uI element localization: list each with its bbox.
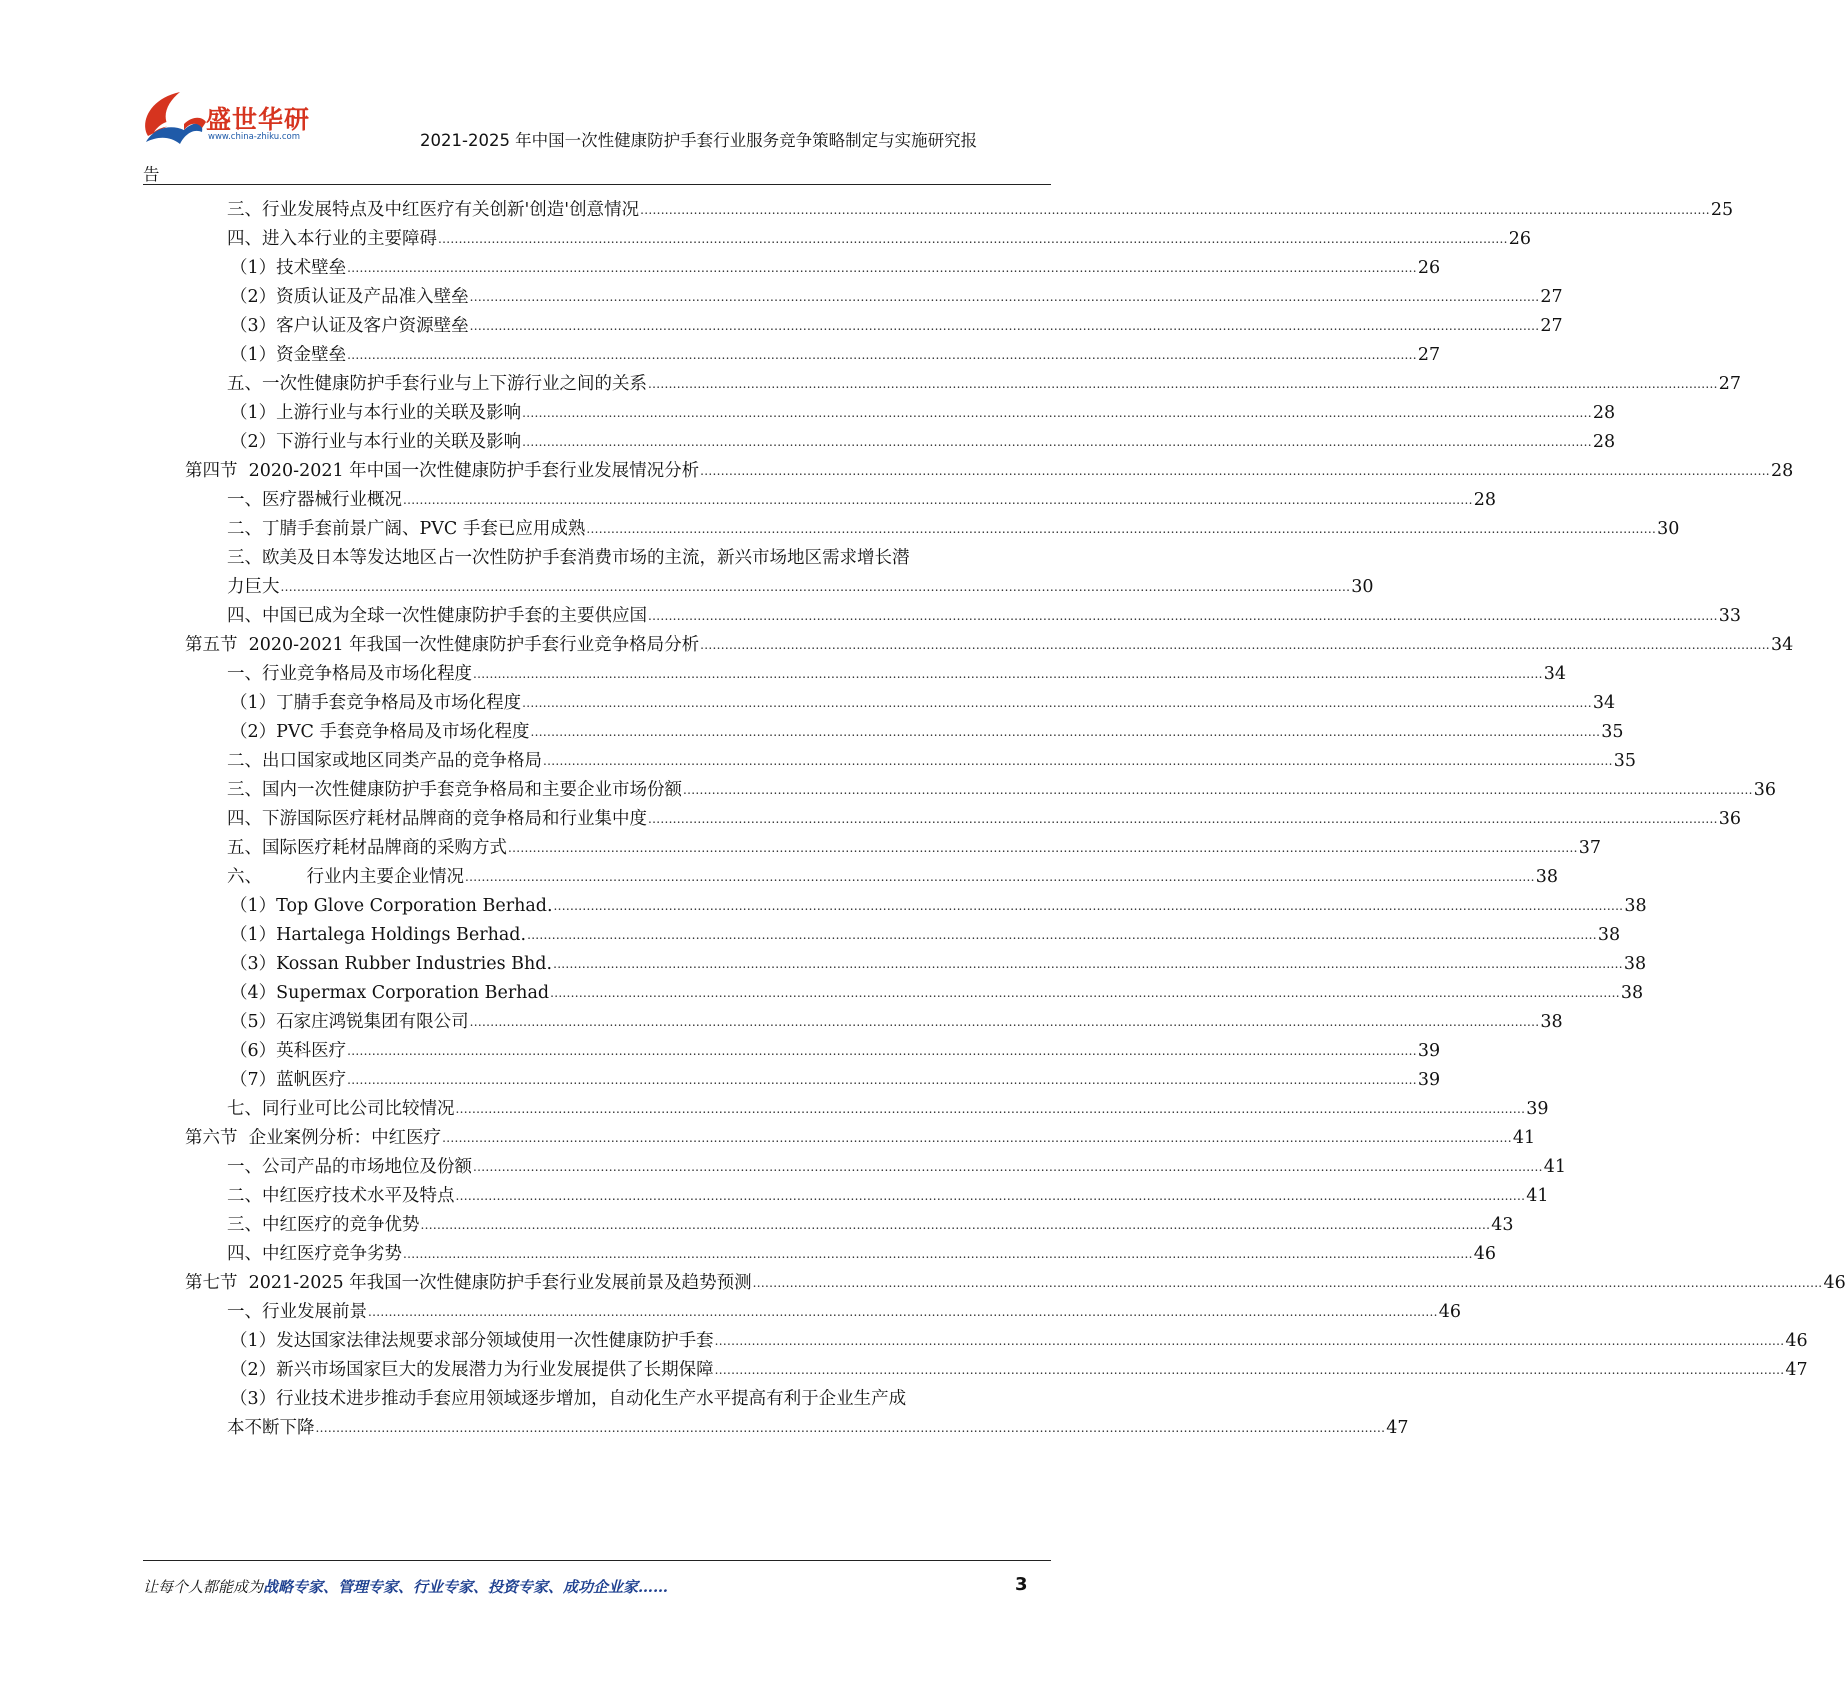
toc-entry-page: 27 xyxy=(1718,374,1742,394)
toc-leader-dots: .................................................................................................................................................................................................................................................................... xyxy=(527,928,1597,942)
toc-entry-title: （2）资质认证及产品准入壁垒 xyxy=(230,287,469,307)
toc-leader-dots: .................................................................................................................................................................................................................................................................... xyxy=(543,754,1613,768)
toc-leader-dots: .................................................................................................................................................................................................................................................................... xyxy=(648,812,1718,826)
footer-slogan-prefix: 让每个人都能成为 xyxy=(143,1578,264,1596)
footer-slogan xyxy=(143,1576,668,1597)
toc-leader-dots: .................................................................................................................................................................................................................................................................... xyxy=(522,435,1592,449)
toc-entry[interactable] xyxy=(227,509,1680,540)
toc-entry[interactable] xyxy=(230,277,1563,308)
toc-entry-page: 43 xyxy=(1491,1215,1514,1235)
toc-leader-dots: .................................................................................................................................................................................................................................................................... xyxy=(586,522,1657,536)
toc-leader-dots: .................................................................................................................................................................................................................................................................... xyxy=(420,1218,1491,1232)
toc-entry-title: （3）客户认证及客户资源壁垒 xyxy=(230,316,469,336)
toc-leader-dots: .................................................................................................................................................................................................................................................................... xyxy=(347,1044,1417,1058)
toc-entry-page: 30 xyxy=(1657,519,1680,539)
toc-entry-page: 41 xyxy=(1512,1128,1536,1148)
toc-entry-title: 第四节 2020-2021 年中国一次性健康防护手套行业发展情况分析 xyxy=(185,461,700,481)
toc-entry-page: 46 xyxy=(1473,1244,1497,1264)
toc-leader-dots: .................................................................................................................................................................................................................................................................... xyxy=(714,1363,1785,1377)
toc-entry[interactable] xyxy=(230,973,1644,1004)
toc-entry-page: 38 xyxy=(1535,867,1559,887)
report-title-continued: 告 xyxy=(143,165,160,184)
toc-entry-title: （3）Kossan Rubber Industries Bhd. xyxy=(230,954,553,974)
toc-entry-page: 35 xyxy=(1601,722,1624,742)
footer-slogan-highlight: 战略专家、管理专家、行业专家、投资专家、成功企业家…… xyxy=(263,1578,669,1596)
toc-entry-page: 47 xyxy=(1386,1418,1409,1438)
toc-entry-page: 34 xyxy=(1543,664,1567,684)
toc-entry-page: 27 xyxy=(1540,287,1563,307)
toc-entry-title: 五、一次性健康防护手套行业与上下游行业之间的关系 xyxy=(227,374,647,394)
toc-entry[interactable] xyxy=(230,944,1647,975)
toc-entry[interactable] xyxy=(230,683,1616,714)
toc-entry-page: 28 xyxy=(1473,490,1497,510)
toc-entry-title: 第六节 企业案例分析：中红医疗 xyxy=(185,1128,442,1148)
toc-entry-title: 五、国际医疗耗材品牌商的采购方式 xyxy=(227,838,507,858)
toc-entry-title: 七、同行业可比公司比较情况 xyxy=(227,1099,455,1119)
toc-entry[interactable] xyxy=(230,1350,1808,1381)
toc-entry-page: 39 xyxy=(1417,1041,1441,1061)
toc-entry[interactable] xyxy=(230,393,1616,424)
toc-entry[interactable] xyxy=(230,1379,1050,1410)
toc-entry-title: 第七节 2021-2025 年我国一次性健康防护手套行业发展前景及趋势预测 xyxy=(185,1273,752,1293)
toc-leader-dots: .................................................................................................................................................................................................................................................................... xyxy=(438,232,1508,246)
toc-entry[interactable] xyxy=(230,886,1647,917)
toc-entry-page: 46 xyxy=(1823,1273,1846,1293)
toc-entry-page: 41 xyxy=(1526,1186,1549,1206)
toc-entry[interactable] xyxy=(227,828,1602,859)
toc-entry[interactable] xyxy=(227,770,1777,801)
toc-entry[interactable] xyxy=(227,364,1742,395)
toc-entry-page: 36 xyxy=(1753,780,1777,800)
toc-entry-title: （1）发达国家法律法规要求部分领域使用一次性健康防护手套 xyxy=(230,1331,714,1351)
toc-leader-dots: .................................................................................................................................................................................................................................................................... xyxy=(752,1276,1823,1290)
toc-entry-title: 二、出口国家或地区同类产品的竞争格局 xyxy=(227,751,542,771)
toc-entry-title: （1）技术壁垒 xyxy=(230,258,347,278)
toc-leader-dots: .................................................................................................................................................................................................................................................................... xyxy=(469,1015,1540,1029)
toc-leader-dots: .................................................................................................................................................................................................................................................................... xyxy=(469,290,1540,304)
toc-leader-dots: .................................................................................................................................................................................................................................................................... xyxy=(347,348,1417,362)
toc-entry-title: （7）蓝帆医疗 xyxy=(230,1070,347,1090)
toc-entry-page: 37 xyxy=(1578,838,1602,858)
toc-entry[interactable] xyxy=(230,1321,1808,1352)
toc-entry-page: 30 xyxy=(1351,577,1374,597)
toc-leader-dots: .................................................................................................................................................................................................................................................................... xyxy=(530,725,1601,739)
toc-entry-title: （1）Hartalega Holdings Berhad. xyxy=(230,925,527,945)
page-number: 3 xyxy=(1015,1574,1028,1595)
toc-entry-page: 38 xyxy=(1620,983,1644,1003)
toc-entry[interactable] xyxy=(227,538,1050,569)
toc-entry[interactable] xyxy=(230,422,1616,453)
toc-leader-dots: .................................................................................................................................................................................................................................................................... xyxy=(683,783,1753,797)
toc-entry-page: 41 xyxy=(1543,1157,1567,1177)
toc-entry-page: 26 xyxy=(1508,229,1532,249)
toc-entry-title: 三、欧美及日本等发达地区占一次性防护手套消费市场的主流，新兴市场地区需求增长潜 xyxy=(227,548,910,568)
toc-entry-title: 四、中国已成为全球一次性健康防护手套的主要供应国 xyxy=(227,606,647,626)
toc-entry-page: 26 xyxy=(1417,258,1441,278)
toc-entry-page: 38 xyxy=(1624,896,1647,916)
toc-entry[interactable] xyxy=(230,915,1621,946)
toc-entry[interactable] xyxy=(230,306,1563,337)
toc-leader-dots: .................................................................................................................................................................................................................................................................... xyxy=(315,1421,1386,1435)
toc-entry-page: 36 xyxy=(1718,809,1742,829)
toc-entry-title: （6）英科医疗 xyxy=(230,1041,347,1061)
toc-entry[interactable] xyxy=(227,1292,1462,1323)
toc-entry-page: 38 xyxy=(1623,954,1647,974)
toc-leader-dots: .................................................................................................................................................................................................................................................................... xyxy=(469,319,1540,333)
toc-entry[interactable] xyxy=(227,1176,1549,1207)
logo-name: 盛世华研 xyxy=(206,105,311,134)
toc-entry[interactable] xyxy=(230,712,1624,743)
toc-entry-page: 34 xyxy=(1592,693,1616,713)
logo-url: www.china-zhiku.com xyxy=(208,132,300,142)
toc-entry[interactable] xyxy=(230,1002,1563,1033)
toc-entry-page: 39 xyxy=(1417,1070,1441,1090)
toc-entry-title: 一、医疗器械行业概况 xyxy=(227,490,402,510)
toc-entry-title: 三、国内一次性健康防护手套竞争格局和主要企业市场份额 xyxy=(227,780,682,800)
toc-entry[interactable] xyxy=(185,451,1794,482)
toc-leader-dots: .................................................................................................................................................................................................................................................................... xyxy=(403,493,1473,507)
toc-leader-dots: .................................................................................................................................................................................................................................................................... xyxy=(280,580,1351,594)
footer-divider xyxy=(143,1560,1051,1561)
toc-entry-title: 力巨大 xyxy=(227,577,280,597)
toc-leader-dots: .................................................................................................................................................................................................................................................................... xyxy=(473,1160,1543,1174)
toc-entry[interactable] xyxy=(227,799,1742,830)
toc-entry-title: （2）PVC 手套竞争格局及市场化程度 xyxy=(230,722,530,742)
toc-leader-dots: .................................................................................................................................................................................................................................................................... xyxy=(700,464,1770,478)
header-divider xyxy=(143,184,1051,185)
toc-entry[interactable] xyxy=(230,1031,1441,1062)
toc-entry-page: 46 xyxy=(1785,1331,1808,1351)
report-title: 2021-2025 年中国一次性健康防护手套行业服务竞争策略制定与实施研究报 xyxy=(420,131,978,150)
toc-entry-title: 本不断下降 xyxy=(227,1418,315,1438)
toc-entry-page: 25 xyxy=(1710,200,1734,220)
toc-entry[interactable] xyxy=(185,1263,1846,1294)
toc-entry[interactable] xyxy=(227,1089,1549,1120)
toc-entry-title: （4）Supermax Corporation Berhad xyxy=(230,983,550,1003)
toc-entry-page: 38 xyxy=(1597,925,1621,945)
toc-entry-title: （2）新兴市场国家巨大的发展潜力为行业发展提供了长期保障 xyxy=(230,1360,714,1380)
toc-leader-dots: .................................................................................................................................................................................................................................................................... xyxy=(347,1073,1417,1087)
toc-entry[interactable] xyxy=(227,219,1532,250)
toc-entry-page: 28 xyxy=(1592,432,1616,452)
toc-leader-dots: .................................................................................................................................................................................................................................................................... xyxy=(508,841,1578,855)
toc-entry[interactable] xyxy=(227,596,1742,627)
toc-entry-page: 38 xyxy=(1540,1012,1563,1032)
toc-entry[interactable] xyxy=(227,1234,1497,1265)
toc-entry-title: （3）行业技术进步推动手套应用领域逐步增加，自动化生产水平提高有利于企业生产成 xyxy=(230,1389,907,1409)
toc-entry[interactable] xyxy=(227,480,1497,511)
toc-entry[interactable] xyxy=(227,1408,1409,1439)
toc-entry[interactable] xyxy=(227,1147,1567,1178)
toc-leader-dots: .................................................................................................................................................................................................................................................................... xyxy=(442,1131,1512,1145)
toc-leader-dots: .................................................................................................................................................................................................................................................................... xyxy=(640,203,1710,217)
toc-leader-dots: .................................................................................................................................................................................................................................................................... xyxy=(553,899,1624,913)
toc-entry-title: 第五节 2020-2021 年我国一次性健康防护手套行业竞争格局分析 xyxy=(185,635,700,655)
toc-entry-page: 34 xyxy=(1770,635,1794,655)
toc-entry-title: 三、行业发展特点及中红医疗有关创新'创造'创意情况 xyxy=(227,200,640,220)
toc-entry-page: 27 xyxy=(1540,316,1563,336)
toc-leader-dots: .................................................................................................................................................................................................................................................................... xyxy=(473,667,1543,681)
toc-entry[interactable] xyxy=(185,1118,1536,1149)
toc-entry[interactable] xyxy=(185,625,1794,656)
toc-leader-dots: .................................................................................................................................................................................................................................................................... xyxy=(550,986,1620,1000)
toc-entry-page: 28 xyxy=(1592,403,1616,423)
toc-leader-dots: .................................................................................................................................................................................................................................................................... xyxy=(553,957,1623,971)
toc-leader-dots: .................................................................................................................................................................................................................................................................... xyxy=(403,1247,1473,1261)
toc-entry-title: 四、中红医疗竞争劣势 xyxy=(227,1244,402,1264)
toc-entry-page: 28 xyxy=(1770,461,1794,481)
toc-leader-dots: .................................................................................................................................................................................................................................................................... xyxy=(368,1305,1438,1319)
toc-entry-page: 39 xyxy=(1526,1099,1549,1119)
toc-leader-dots: .................................................................................................................................................................................................................................................................... xyxy=(455,1102,1526,1116)
toc-entry[interactable] xyxy=(227,190,1734,221)
toc-entry-page: 35 xyxy=(1613,751,1637,771)
toc-entry-title: （2）下游行业与本行业的关联及影响 xyxy=(230,432,522,452)
toc-leader-dots: .................................................................................................................................................................................................................................................................... xyxy=(522,406,1592,420)
toc-entry-title: 二、中红医疗技术水平及特点 xyxy=(227,1186,455,1206)
toc-entry-title: （1）上游行业与本行业的关联及影响 xyxy=(230,403,522,423)
toc-entry-page: 27 xyxy=(1417,345,1441,365)
toc-leader-dots: .................................................................................................................................................................................................................................................................... xyxy=(347,261,1417,275)
toc-entry-title: 一、行业竞争格局及市场化程度 xyxy=(227,664,472,684)
toc-leader-dots: .................................................................................................................................................................................................................................................................... xyxy=(455,1189,1526,1203)
toc-entry-title: 四、进入本行业的主要障碍 xyxy=(227,229,437,249)
toc-entry-title: 一、行业发展前景 xyxy=(227,1302,367,1322)
toc-entry[interactable] xyxy=(230,335,1441,366)
toc-entry-title: （1）丁腈手套竞争格局及市场化程度 xyxy=(230,693,522,713)
toc-leader-dots: .................................................................................................................................................................................................................................................................... xyxy=(465,870,1535,884)
toc-leader-dots: .................................................................................................................................................................................................................................................................... xyxy=(714,1334,1785,1348)
toc-leader-dots: .................................................................................................................................................................................................................................................................... xyxy=(700,638,1770,652)
toc-entry[interactable] xyxy=(227,567,1374,598)
toc-entry-title: （1）Top Glove Corporation Berhad. xyxy=(230,896,553,916)
toc-entry-page: 47 xyxy=(1785,1360,1808,1380)
toc-entry[interactable] xyxy=(227,654,1567,685)
toc-entry-title: 二、丁腈手套前景广阔、PVC 手套已应用成熟 xyxy=(227,519,586,539)
toc-leader-dots: .................................................................................................................................................................................................................................................................... xyxy=(522,696,1592,710)
toc-leader-dots: .................................................................................................................................................................................................................................................................... xyxy=(648,609,1718,623)
toc-entry-title: 四、下游国际医疗耗材品牌商的竞争格局和行业集中度 xyxy=(227,809,647,829)
toc-entry[interactable] xyxy=(230,248,1441,279)
toc-entry-title: 六、 行业内主要企业情况 xyxy=(227,867,465,887)
toc-leader-dots: .................................................................................................................................................................................................................................................................... xyxy=(648,377,1718,391)
toc-entry[interactable] xyxy=(227,857,1559,888)
toc-entry-page: 33 xyxy=(1718,606,1742,626)
toc-entry[interactable] xyxy=(230,1060,1441,1091)
toc-entry-title: 一、公司产品的市场地位及份额 xyxy=(227,1157,472,1177)
toc-entry-title: 三、中红医疗的竞争优势 xyxy=(227,1215,420,1235)
toc-entry-title: （1）资金壁垒 xyxy=(230,345,347,365)
toc-entry[interactable] xyxy=(227,1205,1514,1236)
toc-entry-page: 46 xyxy=(1438,1302,1462,1322)
toc-entry[interactable] xyxy=(227,741,1637,772)
toc-entry-title: （5）石家庄鸿锐集团有限公司 xyxy=(230,1012,469,1032)
